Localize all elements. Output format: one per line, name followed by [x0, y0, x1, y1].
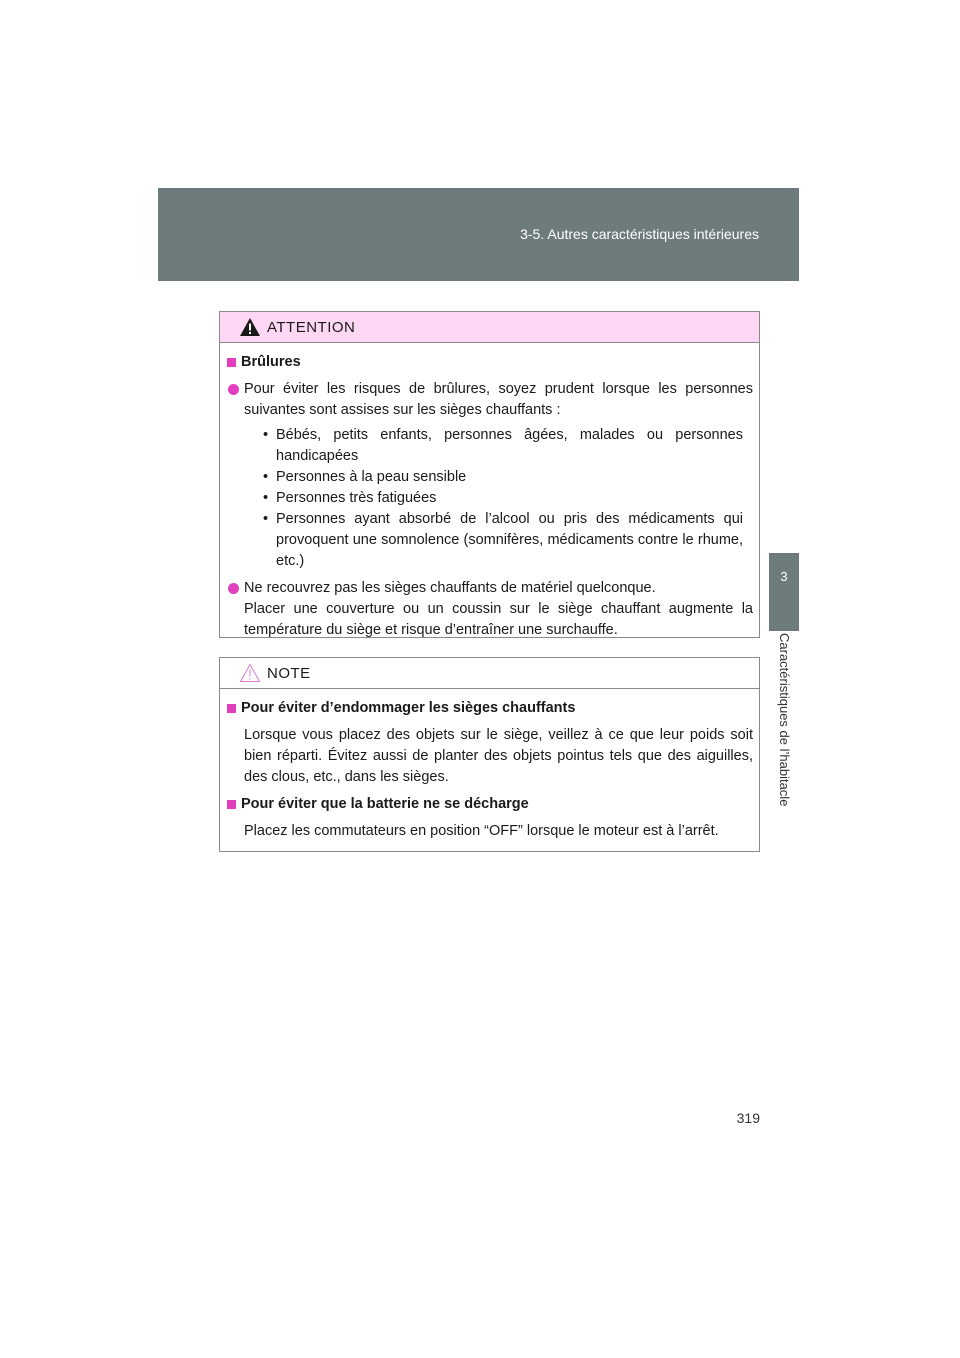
note-section: [227, 794, 753, 842]
note-box: [219, 657, 760, 852]
note-section-title: [227, 698, 753, 719]
attention-section-title-text: Brûlures: [241, 354, 301, 370]
note-section-title-text: Pour éviter que la batterie ne se décharge: [241, 796, 529, 812]
square-bullet-icon: [227, 800, 236, 809]
header-band: [158, 188, 799, 281]
list-item: • Personnes très fatiguées: [262, 488, 743, 509]
attention-header: [220, 312, 759, 343]
sensitive-persons-list: [262, 425, 743, 572]
attention-item-text: Ne recouvrez pas les sièges chauffants de matériel quelconque.: [244, 580, 656, 596]
warning-triangle-outline-icon: [239, 663, 261, 683]
attention-item: [227, 578, 753, 641]
circle-bullet-icon: [228, 384, 239, 395]
chapter-title: Caractéristiques de l’habitacle: [777, 633, 792, 807]
attention-section-title: [227, 352, 753, 373]
section-title: 3-5. Autres caractéristiques intérieures: [520, 226, 759, 242]
note-section-text: Lorsque vous placez des objets sur le siège, veillez à ce que leur poids soit bien réparti. Évitez aussi de planter des objets pointus tels que des aiguilles, des clous, etc., dans les sièges.: [244, 727, 753, 785]
note-section-title-text: Pour éviter d’endommager les sièges chauffants: [241, 700, 576, 716]
chapter-number: 3: [780, 569, 788, 584]
note-section-title: [227, 794, 753, 815]
circle-bullet-icon: [228, 583, 239, 594]
list-item: • Personnes à la peau sensible: [262, 467, 743, 488]
warning-triangle-icon: [239, 317, 261, 337]
square-bullet-icon: [227, 704, 236, 713]
attention-body: [220, 343, 759, 641]
note-heading: NOTE: [267, 664, 311, 682]
square-bullet-icon: [227, 358, 236, 367]
attention-item-text: Placer une couverture ou un coussin sur le siège chauffant augmente la température du siège et risque d’entraîner une surchauffe.: [244, 601, 753, 638]
list-item: • Personnes ayant absorbé de l’alcool ou pris des médicaments qui provoquent une somnolence (somnifères, médicaments contre le rhume, etc.): [262, 509, 743, 572]
note-header: [220, 658, 759, 689]
chapter-tab: [769, 553, 799, 631]
attention-box: [219, 311, 760, 638]
page-number: 319: [736, 1110, 760, 1126]
note-section: [227, 698, 753, 788]
note-body: [220, 689, 759, 842]
attention-item-text: Pour éviter les risques de brûlures, soyez prudent lorsque les personnes suivantes sont assises sur les sièges chauffants :: [244, 381, 753, 418]
attention-heading: ATTENTION: [267, 318, 356, 336]
attention-item: [227, 379, 753, 572]
note-section-text: Placez les commutateurs en position “OFF” lorsque le moteur est à l’arrêt.: [244, 823, 719, 839]
list-item: • Bébés, petits enfants, personnes âgées, malades ou personnes handicapées: [262, 425, 743, 467]
